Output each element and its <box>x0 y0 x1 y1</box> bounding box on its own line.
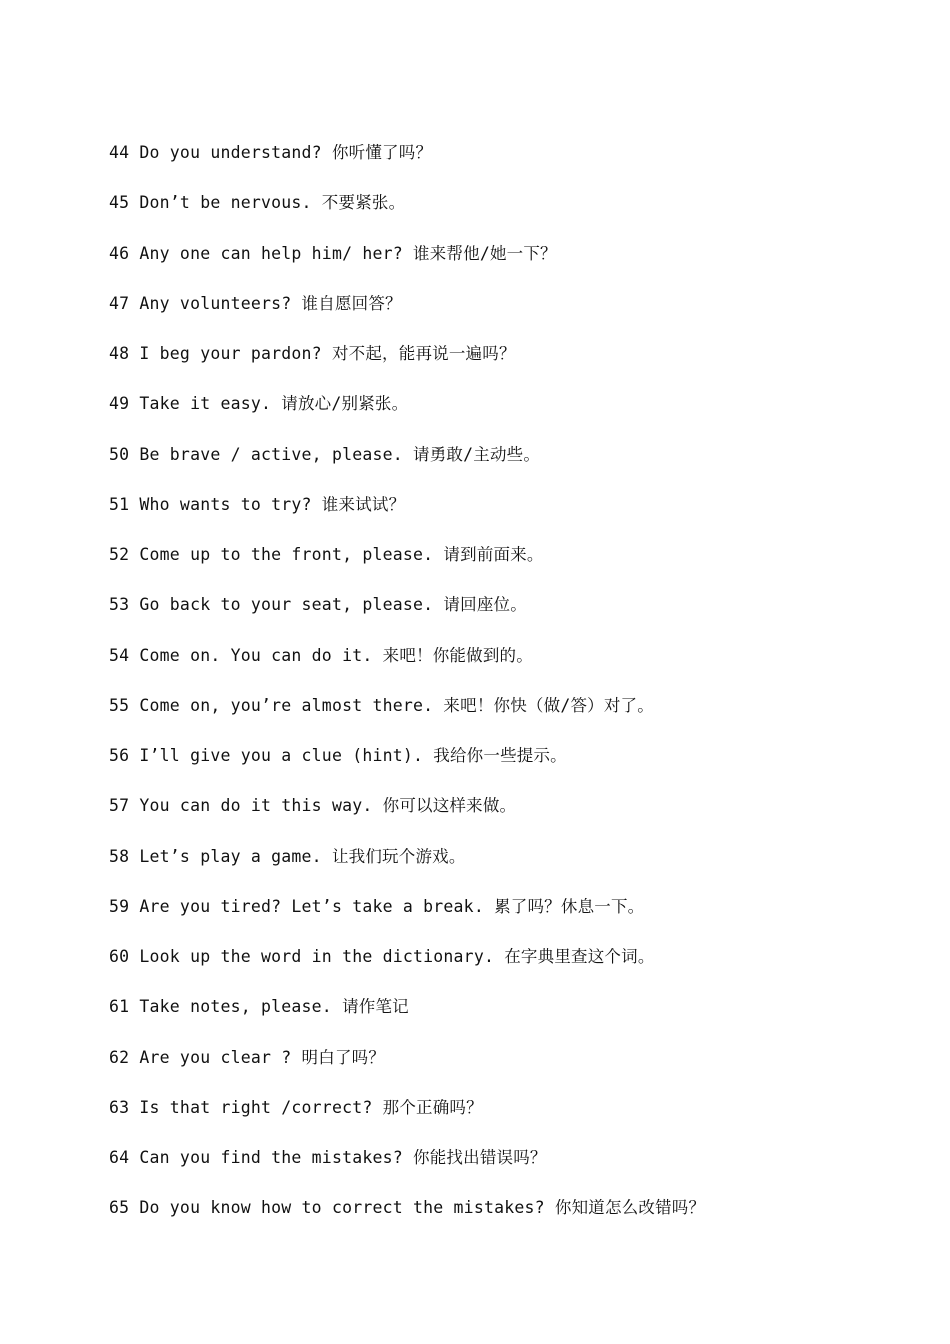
phrase-line-58: 58 Let’s play a game. 让我们玩个游戏。 <box>109 846 466 866</box>
phrase-line-63: 63 Is that right /correct? 那个正确吗？ <box>109 1097 483 1117</box>
phrase-line-65: 65 Do you know how to correct the mistakes? 你知道怎么改错吗？ <box>109 1198 706 1218</box>
phrase-line-50: 50 Be brave / active, please. 请勇敢/主动些。 <box>109 444 541 464</box>
phrase-list <box>109 140 909 1246</box>
phrase-line-48: 48 I beg your pardon? 对不起，能再说一遍吗？ <box>109 344 516 363</box>
phrase-line-53: 53 Go back to your seat, please. 请回座位。 <box>109 595 527 615</box>
phrase-line-45: 45 Don’t be nervous. 不要紧张。 <box>109 193 406 213</box>
phrase-line-61: 61 Take notes, please. 请作笔记 <box>109 997 409 1017</box>
phrase-line-56: 56 I’ll give you a clue (hint). 我给你一些提示。 <box>109 746 567 765</box>
phrase-line-59: 59 Are you tired? Let’s take a break. 累了吗？休息一下。 <box>109 896 645 916</box>
phrase-line-55: 55 Come on, you’re almost there. 来吧！你快（做/答）对了。 <box>109 695 654 715</box>
phrase-line-52: 52 Come up to the front, please. 请到前面来。 <box>109 545 544 564</box>
phrase-line-49: 49 Take it easy. 请放心/别紧张。 <box>109 394 409 414</box>
phrase-line-60: 60 Look up the word in the dictionary. 在字典里查这个词。 <box>109 947 655 966</box>
phrase-line-46: 46 Any one can help him/ her? 谁来帮他/她一下？ <box>109 243 557 263</box>
phrase-line-44: 44 Do you understand? 你听懂了吗？ <box>109 143 433 162</box>
phrase-line-64: 64 Can you find the mistakes? 你能找出错误吗？ <box>109 1148 547 1167</box>
phrase-line-57: 57 You can do it this way. 你可以这样来做。 <box>109 796 517 816</box>
phrase-line-51: 51 Who wants to try? 谁来试试？ <box>109 494 406 514</box>
phrase-line-62: 62 Are you clear ? 明白了吗？ <box>109 1047 386 1067</box>
phrase-line-47: 47 Any volunteers? 谁自愿回答？ <box>109 293 402 313</box>
phrase-line-54: 54 Come on. You can do it. 来吧！你能做到的。 <box>109 645 533 665</box>
